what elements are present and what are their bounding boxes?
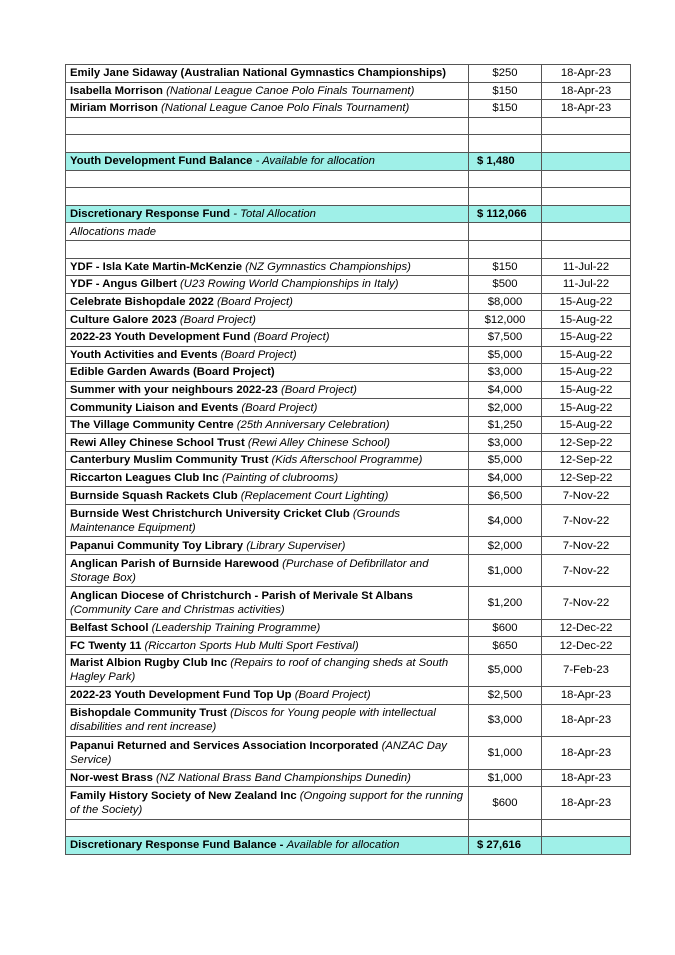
amount-value: $5,000: [487, 454, 523, 467]
amount-value: $650: [492, 639, 518, 652]
purpose-note: (Leadership Training Programme): [151, 621, 321, 634]
amount-cell: [469, 654, 542, 686]
recipient-name: Discretionary Response Fund Balance -: [70, 839, 284, 852]
description-cell: [66, 152, 469, 170]
description-cell: [66, 100, 469, 118]
table-row: [66, 65, 631, 83]
amount-value: $1,000: [487, 746, 523, 759]
amount-value: $12,000: [484, 313, 526, 326]
date-cell: [542, 135, 631, 153]
amount-value: $500: [492, 278, 518, 291]
amount-value: $5,000: [487, 664, 523, 677]
amount-cell: [469, 469, 542, 487]
amount-value: $3,000: [487, 366, 523, 379]
description-cell: [66, 293, 469, 311]
description-cell: [66, 416, 469, 434]
amount-cell: [469, 504, 542, 536]
purpose-note: (Board Project): [179, 313, 256, 326]
purpose-note: (Kids Afterschool Programme): [271, 454, 423, 467]
description-cell: [66, 65, 469, 83]
amount-value: $1,250: [487, 419, 523, 432]
date-value: 15-Aug-22: [559, 366, 613, 379]
recipient-name: Celebrate Bishopdale 2022: [70, 296, 214, 309]
date-value: 7-Nov-22: [562, 539, 610, 552]
amount-cell: [469, 452, 542, 470]
recipient-name: Miriam Morrison: [70, 102, 158, 115]
amount-cell: [469, 434, 542, 452]
description-cell: [66, 205, 469, 223]
amount-cell: [469, 276, 542, 294]
date-cell: [542, 416, 631, 434]
date-cell: [542, 381, 631, 399]
description-cell: [66, 504, 469, 536]
amount-cell: [469, 487, 542, 505]
table-row: [66, 434, 631, 452]
date-cell: [542, 819, 631, 837]
table-row: [66, 504, 631, 536]
amount-value: $8,000: [487, 296, 523, 309]
purpose-note: (Board Project): [241, 401, 318, 414]
date-cell: [542, 554, 631, 586]
recipient-name: Isabella Morrison: [70, 84, 163, 97]
date-cell: [542, 837, 631, 855]
purpose-note: (Rewi Alley Chinese School): [247, 436, 390, 449]
section-label-row: [66, 223, 631, 241]
date-value: 15-Aug-22: [559, 419, 613, 432]
table-row: [66, 787, 631, 819]
purpose-note: (Board Project): [220, 348, 297, 361]
recipient-name: Anglican Diocese of Christchurch - Parish of Merivale St Albans: [70, 589, 413, 602]
amount-cell: [469, 364, 542, 382]
description-cell: [66, 654, 469, 686]
table-row: [66, 293, 631, 311]
table-row: [66, 100, 631, 118]
recipient-name: 2022-23 Youth Development Fund Top Up: [70, 689, 292, 702]
table-row: [66, 587, 631, 619]
date-cell: [542, 452, 631, 470]
section-label: Allocations made: [70, 225, 157, 238]
table-row: [66, 487, 631, 505]
date-value: 18-Apr-23: [560, 796, 612, 809]
amount-cell: [469, 837, 542, 855]
date-cell: [542, 346, 631, 364]
amount-cell: [469, 82, 542, 100]
description-cell: [66, 188, 469, 206]
purpose-note: (Purchase of Defibrillator and Storage Box): [70, 557, 429, 584]
date-cell: [542, 82, 631, 100]
description-cell: [66, 637, 469, 655]
table-row: [66, 416, 631, 434]
purpose-note: (ANZAC Day Service): [70, 739, 447, 766]
allocations-table-body: [66, 65, 631, 855]
table-row: [66, 554, 631, 586]
purpose-note: (Ongoing support for the running of the Society): [70, 789, 464, 816]
amount-cell: [469, 537, 542, 555]
amount-cell: [469, 152, 542, 170]
description-cell: [66, 399, 469, 417]
recipient-name: Papanui Returned and Services Association Incorporated: [70, 739, 379, 752]
date-cell: [542, 311, 631, 329]
recipient-name: Family History Society of New Zealand Inc: [70, 789, 297, 802]
date-cell: [542, 787, 631, 819]
date-cell: [542, 687, 631, 705]
recipient-name: Riccarton Leagues Club Inc: [70, 471, 219, 484]
amount-cell: [469, 293, 542, 311]
amount-value: $ 27,616: [477, 839, 521, 852]
blank-row: [66, 188, 631, 206]
description-cell: [66, 117, 469, 135]
amount-value: $150: [492, 102, 518, 115]
description-cell: [66, 487, 469, 505]
recipient-name: Canterbury Muslim Community Trust: [70, 454, 269, 467]
fund-summary-row: [66, 205, 631, 223]
recipient-name: Rewi Alley Chinese School Trust: [70, 436, 245, 449]
date-value: 7-Nov-22: [562, 564, 610, 577]
amount-value: $5,000: [487, 348, 523, 361]
amount-cell: [469, 240, 542, 258]
blank-row: [66, 240, 631, 258]
purpose-note: (Library Superviser): [246, 539, 346, 552]
recipient-name: Anglican Parish of Burnside Harewood: [70, 557, 280, 570]
date-value: 12-Sep-22: [559, 436, 613, 449]
description-cell: [66, 704, 469, 736]
table-row: [66, 346, 631, 364]
purpose-note: - Total Allocation: [233, 208, 316, 221]
amount-value: $2,000: [487, 401, 523, 414]
date-cell: [542, 399, 631, 417]
amount-cell: [469, 704, 542, 736]
purpose-note: (Board Project): [216, 296, 293, 309]
amount-cell: [469, 223, 542, 241]
date-cell: [542, 504, 631, 536]
purpose-note: (25th Anniversary Celebration): [236, 419, 390, 432]
date-value: 7-Nov-22: [562, 596, 610, 609]
blank-row: [66, 135, 631, 153]
amount-value: $150: [492, 260, 518, 273]
recipient-name: Belfast School: [70, 621, 149, 634]
amount-cell: [469, 737, 542, 769]
description-cell: [66, 311, 469, 329]
date-value: 18-Apr-23: [560, 84, 612, 97]
date-cell: [542, 205, 631, 223]
date-cell: [542, 619, 631, 637]
description-cell: [66, 434, 469, 452]
amount-cell: [469, 769, 542, 787]
amount-value: $150: [492, 84, 518, 97]
date-value: 7-Feb-23: [563, 664, 609, 677]
recipient-name: Emily Jane Sidaway (Australian National Gymnastics Championships): [70, 67, 447, 80]
recipient-name: Nor-west Brass: [70, 771, 153, 784]
description-cell: [66, 837, 469, 855]
description-cell: [66, 819, 469, 837]
amount-value: $250: [492, 67, 518, 80]
date-cell: [542, 587, 631, 619]
amount-cell: [469, 65, 542, 83]
recipient-name: FC Twenty 11: [70, 639, 142, 652]
amount-value: $600: [492, 796, 518, 809]
date-value: 12-Sep-22: [559, 471, 613, 484]
date-cell: [542, 65, 631, 83]
recipient-name: The Village Community Centre: [70, 419, 234, 432]
date-cell: [542, 434, 631, 452]
description-cell: [66, 364, 469, 382]
date-value: 12-Dec-22: [559, 621, 613, 634]
amount-cell: [469, 554, 542, 586]
date-value: 18-Apr-23: [560, 102, 612, 115]
date-value: 15-Aug-22: [559, 401, 613, 414]
description-cell: [66, 687, 469, 705]
amount-value: $600: [492, 621, 518, 634]
amount-cell: [469, 188, 542, 206]
date-cell: [542, 737, 631, 769]
purpose-note: (Community Care and Christmas activities): [70, 603, 285, 616]
purpose-note: (Board Project): [294, 689, 371, 702]
date-value: 18-Apr-23: [560, 714, 612, 727]
recipient-name: 2022-23 Youth Development Fund: [70, 331, 251, 344]
description-cell: [66, 787, 469, 819]
purpose-note: (NZ Gymnastics Championships): [245, 260, 411, 273]
description-cell: [66, 554, 469, 586]
date-value: 12-Sep-22: [559, 454, 613, 467]
purpose-note: (Grounds Maintenance Equipment): [70, 507, 401, 534]
table-row: [66, 619, 631, 637]
table-row: [66, 328, 631, 346]
table-row: [66, 687, 631, 705]
recipient-name: Burnside Squash Rackets Club: [70, 489, 238, 502]
amount-cell: [469, 346, 542, 364]
table-row: [66, 258, 631, 276]
table-row: [66, 737, 631, 769]
amount-value: $4,000: [487, 471, 523, 484]
purpose-note: (National League Canoe Polo Finals Tournament): [161, 102, 410, 115]
amount-cell: [469, 819, 542, 837]
description-cell: [66, 223, 469, 241]
date-cell: [542, 188, 631, 206]
description-cell: [66, 619, 469, 637]
amount-value: $6,500: [487, 489, 523, 502]
amount-cell: [469, 416, 542, 434]
amount-value: $3,000: [487, 714, 523, 727]
recipient-name: Youth Activities and Events: [70, 348, 218, 361]
date-cell: [542, 117, 631, 135]
date-cell: [542, 170, 631, 188]
amount-cell: [469, 587, 542, 619]
date-cell: [542, 276, 631, 294]
date-value: 18-Apr-23: [560, 771, 612, 784]
recipient-name: Community Liaison and Events: [70, 401, 239, 414]
amount-value: $4,000: [487, 383, 523, 396]
date-value: 15-Aug-22: [559, 348, 613, 361]
table-row: [66, 637, 631, 655]
date-cell: [542, 469, 631, 487]
blank-row: [66, 819, 631, 837]
recipient-name: Culture Galore 2023: [70, 313, 177, 326]
description-cell: [66, 452, 469, 470]
amount-cell: [469, 399, 542, 417]
table-row: [66, 276, 631, 294]
blank-row: [66, 117, 631, 135]
date-cell: [542, 654, 631, 686]
amount-value: $2,000: [487, 539, 523, 552]
amount-value: $1,000: [487, 771, 523, 784]
date-value: 18-Apr-23: [560, 67, 612, 80]
date-value: 15-Aug-22: [559, 383, 613, 396]
description-cell: [66, 240, 469, 258]
recipient-name: YDF - Angus Gilbert: [70, 278, 177, 291]
description-cell: [66, 737, 469, 769]
date-value: 12-Dec-22: [559, 639, 613, 652]
amount-value: $3,000: [487, 436, 523, 449]
amount-value: $1,200: [487, 596, 523, 609]
purpose-note: (NZ National Brass Band Championships Dunedin): [156, 771, 411, 784]
description-cell: [66, 537, 469, 555]
table-row: [66, 82, 631, 100]
date-value: 15-Aug-22: [559, 296, 613, 309]
recipient-name: Burnside West Christchurch University Cricket Club: [70, 507, 350, 520]
purpose-note: (Riccarton Sports Hub Multi Sport Festival): [144, 639, 359, 652]
amount-value: $ 112,066: [477, 208, 527, 221]
date-value: 15-Aug-22: [559, 331, 613, 344]
recipient-name: Summer with your neighbours 2022-23: [70, 383, 278, 396]
description-cell: [66, 346, 469, 364]
date-value: 11-Jul-22: [562, 278, 610, 291]
purpose-note: (Board Project): [253, 331, 330, 344]
description-cell: [66, 328, 469, 346]
table-row: [66, 704, 631, 736]
table-row: [66, 399, 631, 417]
allocations-table: [65, 64, 631, 855]
date-cell: [542, 537, 631, 555]
date-cell: [542, 223, 631, 241]
description-cell: [66, 82, 469, 100]
date-cell: [542, 152, 631, 170]
amount-value: $2,500: [487, 689, 523, 702]
blank-row: [66, 170, 631, 188]
description-cell: [66, 276, 469, 294]
amount-value: $4,000: [487, 514, 523, 527]
amount-cell: [469, 787, 542, 819]
amount-cell: [469, 637, 542, 655]
table-row: [66, 452, 631, 470]
amount-cell: [469, 687, 542, 705]
amount-value: $7,500: [487, 331, 523, 344]
date-cell: [542, 328, 631, 346]
amount-cell: [469, 328, 542, 346]
date-cell: [542, 364, 631, 382]
table-row: [66, 537, 631, 555]
table-row: [66, 769, 631, 787]
amount-cell: [469, 100, 542, 118]
table-row: [66, 381, 631, 399]
date-cell: [542, 258, 631, 276]
purpose-note: (U23 Rowing World Championships in Italy): [180, 278, 399, 291]
description-cell: [66, 381, 469, 399]
purpose-note: Available for allocation: [286, 839, 400, 852]
description-cell: [66, 769, 469, 787]
purpose-note: (Painting of clubrooms): [221, 471, 339, 484]
amount-cell: [469, 117, 542, 135]
table-row: [66, 469, 631, 487]
date-value: 18-Apr-23: [560, 746, 612, 759]
purpose-note: (Repairs to roof of changing sheds at South Hagley Park): [70, 657, 449, 684]
fund-summary-row: [66, 152, 631, 170]
description-cell: [66, 258, 469, 276]
date-value: 7-Nov-22: [562, 489, 610, 502]
amount-cell: [469, 311, 542, 329]
date-value: 18-Apr-23: [560, 689, 612, 702]
description-cell: [66, 469, 469, 487]
date-cell: [542, 487, 631, 505]
recipient-name: YDF - Isla Kate Martin-McKenzie: [70, 260, 242, 273]
description-cell: [66, 170, 469, 188]
recipient-name: Marist Albion Rugby Club Inc: [70, 657, 228, 670]
amount-cell: [469, 381, 542, 399]
recipient-name: Bishopdale Community Trust: [70, 707, 227, 720]
purpose-note: (Board Project): [280, 383, 357, 396]
amount-cell: [469, 258, 542, 276]
date-cell: [542, 769, 631, 787]
description-cell: [66, 587, 469, 619]
date-value: 15-Aug-22: [559, 313, 613, 326]
recipient-name: Papanui Community Toy Library: [70, 539, 244, 552]
amount-cell: [469, 170, 542, 188]
fund-summary-row: [66, 837, 631, 855]
description-cell: [66, 135, 469, 153]
recipient-name: Youth Development Fund Balance: [70, 155, 253, 168]
date-value: 11-Jul-22: [562, 260, 610, 273]
amount-cell: [469, 619, 542, 637]
purpose-note: (National League Canoe Polo Finals Tournament): [166, 84, 415, 97]
purpose-note: (Discos for Young people with intellectual disabilities and rent increase): [70, 707, 436, 734]
table-row: [66, 311, 631, 329]
amount-cell: [469, 135, 542, 153]
date-cell: [542, 293, 631, 311]
table-row: [66, 654, 631, 686]
date-cell: [542, 637, 631, 655]
recipient-name: Discretionary Response Fund: [70, 208, 231, 221]
amount-value: $1,000: [487, 564, 523, 577]
table-row: [66, 364, 631, 382]
date-cell: [542, 240, 631, 258]
purpose-note: - Available for allocation: [255, 155, 375, 168]
recipient-name: Edible Garden Awards (Board Project): [70, 366, 275, 379]
date-cell: [542, 704, 631, 736]
date-value: 7-Nov-22: [562, 514, 610, 527]
purpose-note: (Replacement Court Lighting): [240, 489, 389, 502]
amount-cell: [469, 205, 542, 223]
date-cell: [542, 100, 631, 118]
amount-value: $ 1,480: [477, 155, 515, 168]
